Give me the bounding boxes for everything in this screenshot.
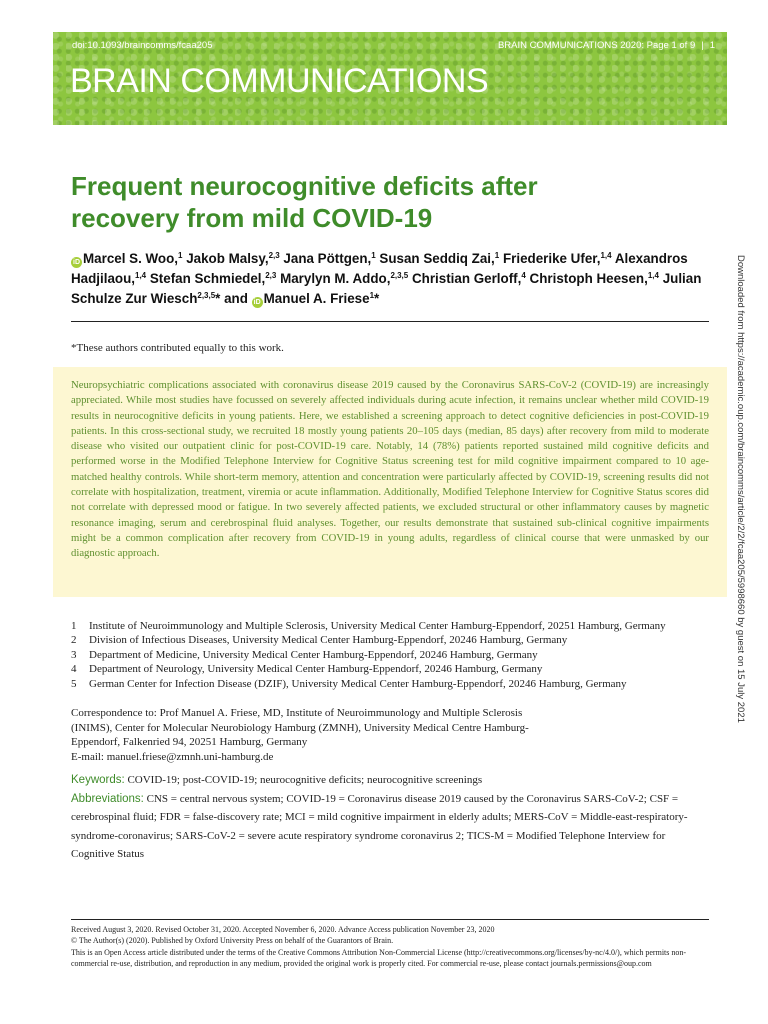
footer-divider (71, 919, 709, 920)
author-name (530, 271, 659, 286)
orcid-icon[interactable]: iD (73, 259, 80, 266)
author-affiliation-marker: 1,4 (135, 271, 147, 280)
affiliation-item (71, 648, 711, 662)
affiliation-item (71, 662, 711, 676)
abbreviations-label: Abbreviations: (71, 792, 144, 805)
correspondence-address: Correspondence to: Prof Manuel A. Friese, MD, Institute of Neuroimmunology and Multiple Sclerosis (INIMS), Center for Molecular Neurobiology Hamburg (ZMNH), University Medical Centre Hamburg-Eppendorf, Falkenried 94, 20251 Hamburg, Germany (71, 707, 529, 749)
author-affiliation-marker: 1,4 (647, 271, 659, 280)
author-affiliation-marker: 2,3 (268, 251, 280, 260)
journal-name: BRAIN COMMUNICATIONS (70, 62, 489, 100)
author-name-text: Christoph Heesen, (529, 271, 648, 286)
author-name (186, 251, 280, 266)
affiliation-number: 3 (71, 648, 77, 661)
affiliation-list (71, 619, 711, 691)
journal-issue: BRAIN COMMUNICATIONS 2020: Page 1 of 9 (497, 40, 696, 51)
author-name (71, 251, 182, 266)
author-affiliation-marker: 2,3 (265, 271, 277, 280)
doi-link[interactable]: doi:10.1093/braincomms/fcaa205 (72, 40, 213, 51)
author-name-text: Stefan Schmiedel, (149, 271, 266, 286)
author-name-text: Julian Schulze Zur Wiesch (71, 271, 702, 306)
author-affiliation-marker: 1 (178, 251, 183, 260)
author-affiliation-marker: 1 (369, 291, 375, 300)
author-name (280, 271, 408, 286)
download-watermark: Downloaded from https://academic.oup.com/braincomms/article/2/2/fcaa205/5998660 by guest on 15 July 2021 (735, 255, 746, 723)
abbreviations-line (71, 790, 711, 864)
author-name-text: Alexandros Hadjilaou, (71, 251, 688, 286)
author-name-text: Friederike Ufer, (502, 251, 601, 266)
author-list (71, 249, 711, 309)
abbreviations-value: CNS = central nervous system; COVID-19 = Coronavirus disease 2019 caused by the Coronavirus SARS-CoV-2; CSF = cerebrospinal fluid; FDR = false-discovery rate; MCI = mild cognitive impairment in elderly adults; MERS-CoV = Middle-east-respiratory-syndrome-coronavirus; SARS-CoV-2 = severe acute respiratory syndrome coronavirus 2; TICS-M = Modified Telephone Interview for Cognitive Status (71, 792, 688, 860)
author-affiliation-marker: 1 (494, 251, 500, 260)
author-suffix: * and (215, 291, 248, 306)
author-name-text: Manuel A. Friese (263, 291, 370, 306)
author-name (379, 251, 499, 266)
article-title: Frequent neurocognitive deficits after recovery from mild COVID-19 (71, 171, 538, 233)
affiliation-text: Department of Neurology, University Medical Center Hamburg-Eppendorf, 20246 Hamburg, Germany (89, 663, 543, 676)
affiliation-number: 5 (71, 677, 77, 690)
author-affiliation-marker: 2,3,5 (390, 271, 409, 280)
orcid-icon[interactable]: iD (253, 299, 261, 306)
author-name (412, 271, 526, 286)
author-affiliation-marker: 1 (371, 251, 376, 260)
keywords-section (71, 771, 711, 864)
affiliation-text: Department of Medicine, University Medical Center Hamburg-Eppendorf, 20246 Hamburg, Germany (89, 648, 538, 661)
author-name (283, 251, 375, 266)
keywords-label: Keywords: (71, 774, 125, 786)
received-dates: Received August 3, 2020. Revised October 31, 2020. Accepted November 6, 2020. Advance Access publication November 23, 2020 (71, 925, 495, 934)
author-suffix: * (374, 291, 380, 306)
page-number: 1 (709, 40, 715, 51)
divider (71, 321, 709, 322)
author-affiliation-marker: 4 (521, 271, 526, 280)
author-name (150, 271, 276, 286)
affiliation-text: Institute of Neuroimmunology and Multiple Sclerosis, University Medical Center Hamburg-Eppendorf, 20251 Hamburg, Germany (89, 620, 666, 632)
equal-contribution-note: *These authors contributed equally to this work. (71, 342, 284, 354)
copyright-line: © The Author(s) (2020). Published by Oxford University Press on behalf of the Guarantors of Brain. (71, 936, 394, 946)
affiliation-text: Division of Infectious Diseases, University Medical Center Hamburg-Eppendorf, 20246 Hamburg, Germany (89, 634, 568, 647)
banner-metadata (72, 40, 715, 54)
author-name-text: Jana Pöttgen, (283, 251, 372, 266)
license-text: This is an Open Access article distributed under the terms of the Creative Commons Attribution Non-Commercial License (http://creativecommons.org/licenses/by-nc/4.0/), which permits non-commercial re-use, distribution, and reproduction in any medium, provided the original work is properly cited. For commercial re-use, please contact journals.permissions@oup.com (71, 947, 687, 969)
affiliation-item (71, 677, 711, 691)
affiliation-item (71, 633, 711, 647)
author-affiliation-marker: 2,3,5 (197, 291, 216, 300)
author-name-text: Jakob Malsy, (186, 251, 269, 266)
keywords-value: COVID-19; post-COVID-19; neurocognitive deficits; neurocognitive screenings (127, 774, 483, 786)
abstract-box (53, 367, 727, 597)
journal-banner (53, 32, 727, 125)
author-affiliation-marker: 1,4 (600, 251, 612, 260)
correspondence (71, 706, 541, 764)
affiliation-number: 2 (71, 634, 77, 647)
author-name (503, 251, 612, 266)
affiliation-number: 4 (71, 663, 77, 676)
author-name-text: Susan Seddiq Zai, (379, 251, 495, 266)
keywords-line (71, 771, 711, 790)
correspondence-email[interactable]: E-mail: manuel.friese@zmnh.uni-hamburg.de (71, 750, 274, 763)
author-name-text: Marylyn M. Addo, (280, 271, 391, 286)
separator: | (701, 40, 704, 51)
author-name-text: Marcel S. Woo, (83, 251, 178, 266)
author-name (252, 291, 380, 306)
author-name-text: Christian Gerloff, (411, 271, 522, 286)
banner-right (498, 40, 715, 51)
affiliation-text: German Center for Infection Disease (DZIF), University Medical Center Hamburg-Eppendorf, 20246 Hamburg, Germany (89, 677, 627, 690)
affiliation-number: 1 (71, 620, 77, 632)
abstract-text: Neuropsychiatric complications associated with coronavirus disease 2019 caused by the Coronavirus SARS-CoV-2 (COVID-19) are increasingly appreciated. While most studies have focussed on severely affected individuals during acute infection, it remains unclear whether mild COVID-19 results in neurocognitive deficits in young patients. Here, we established a screening approach to detect cognitive deficiencies in post-COVID-19 patients. In this cross-sectional study, we recruited 18 mostly young patients 20–105 days (median, 85 days) after recovery from mild to moderate disease who visited our outpatient clinic for post-COVID-19 care. Notably, 14 (78%) patients reported sustained mild cognitive deficits and performed worse in the Modified Telephone Interview for Cognitive Status screening test for mild cognitive impairment compared to 10 age-matched healthy controls. While short-term memory, attention and concentration were particularly affected by COVID-19, screening results did not correlate with hospitalization, treatment, viremia or acute inflammation. Additionally, Modified Telephone Interview for Cognitive Status scores did not correlate with depressed mood or fatigue. In two severely affected patients, we excluded structural or other inflammatory causes by magnetic resonance imaging, serum and cerebrospinal fluid analyses. Together, our results demonstrate that sustained sub-clinical cognitive impairments might be a common complication after recovery from COVID-19 in young adults, regardless of clinical course that were unmasked by our diagnostic approach. (71, 379, 709, 560)
footer-notes (71, 924, 711, 970)
affiliation-item (71, 619, 711, 633)
